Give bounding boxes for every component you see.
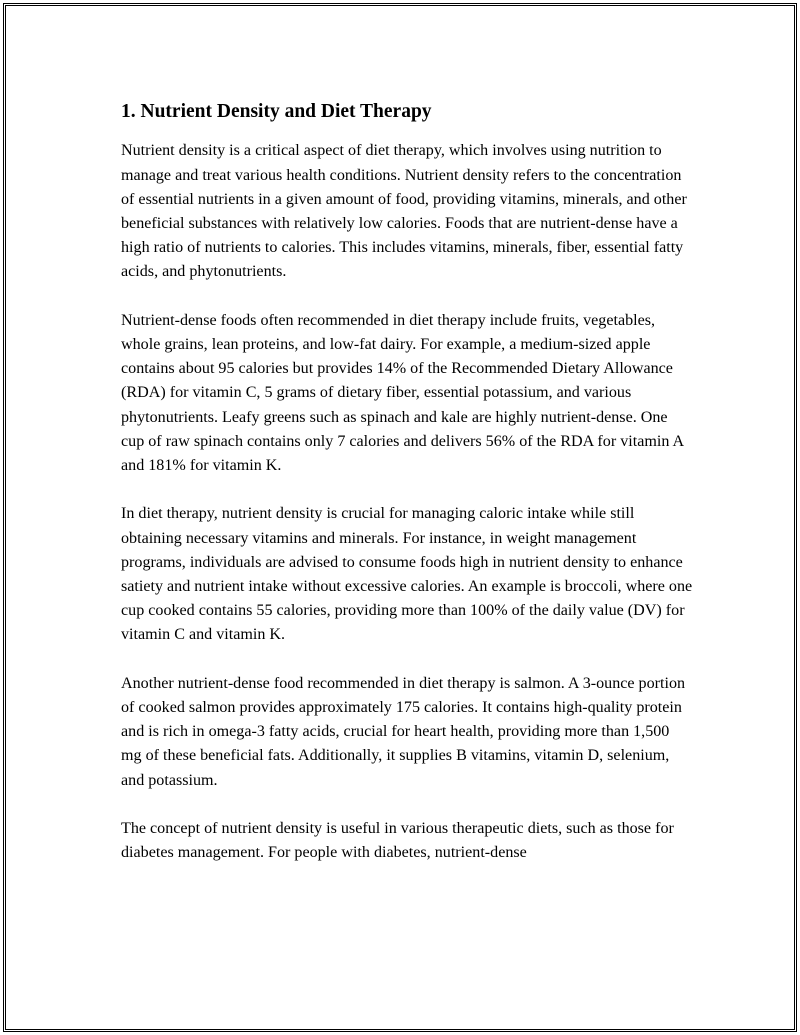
paragraph-1: Nutrient density is a critical aspect of diet therapy, which involves using nutrition to manage and treat various health conditions. Nutrient density refers to the concentration of essential nutrients in a given amount of food, providing vitamins, minerals, and other beneficial substances with relatively low calories. Foods that are nutrient-dense have a high ratio of nutrients to calories. This includes vitamins, minerals, fiber, essential fatty acids, and phytonutrients. (121, 142, 687, 281)
paragraph-5: The concept of nutrient density is useful in various therapeutic diets, such as those for diabetes management. For people with diabetes, nutrient-dense (121, 819, 674, 862)
paragraph-2: Nutrient-dense foods often recommended in diet therapy include fruits, vegetables, whole grains, lean proteins, and low-fat dairy. For example, a medium-sized apple contains about 95 calories but provides 14% of the Recommended Dietary Allowance (RDA) for vitamin C, 5 grams of dietary fiber, essential potassium, and various phytonutrients. Leafy greens such as spinach and kale are highly nutrient-dense. One cup of raw spinach contains only 7 calories and delivers 56% of the RDA for vitamin A and 181% for vitamin K. (121, 311, 684, 474)
paragraph-4: Another nutrient-dense food recommended in diet therapy is salmon. A 3-ounce portion of cooked salmon provides approximately 175 calories. It contains high-quality protein and is rich in omega-3 fatty acids, crucial for heart health, providing more than 1,500 mg of these beneficial fats. Additionally, it supplies B vitamins, vitamin D, selenium, and potassium. (121, 674, 686, 789)
section-title: 1. Nutrient Density and Diet Therapy (121, 101, 432, 122)
paragraph-3: In diet therapy, nutrient density is crucial for managing caloric intake while still obtaining necessary vitamins and minerals. For instance, in weight management programs, individuals are advised to consume foods high in nutrient density to enhance satiety and nutrient intake without excessive calories. An example is broccoli, where one cup cooked contains 55 calories, providing more than 100% of the daily value (DV) for vitamin C and vitamin K. (121, 505, 693, 644)
document-body (121, 99, 693, 890)
page-frame (3, 3, 797, 1032)
